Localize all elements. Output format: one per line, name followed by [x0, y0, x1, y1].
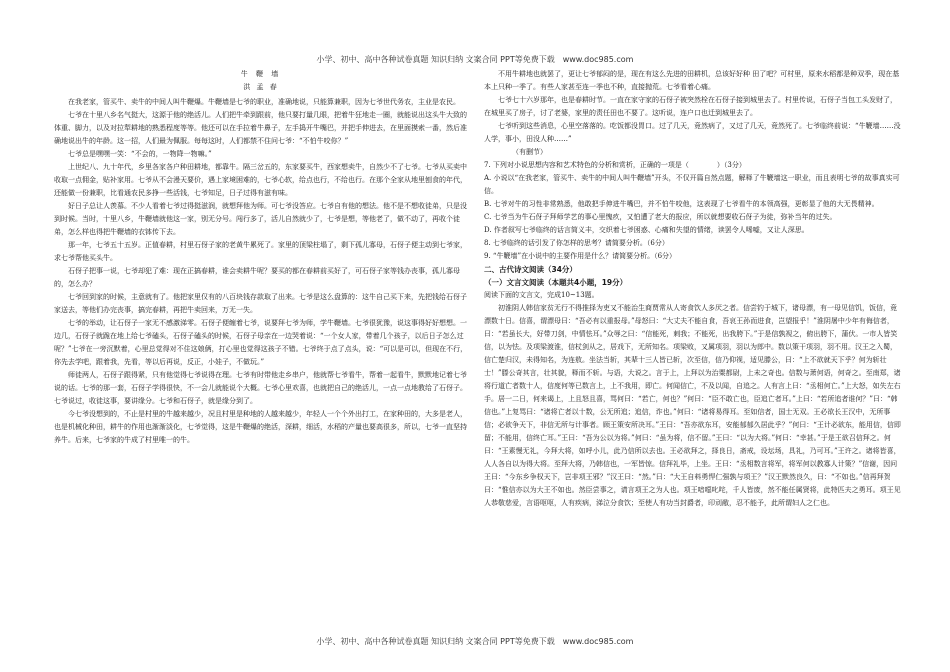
classical-text: 初淮阴人韩信家贫无行不得推择为吏又不能治生商贾常从人寄食饮人多厌之者。信尝钓于城下，诸母漂，有一母见信饥，饭信，竟漂数十日。信喜，谓漂母曰：“吾必有以重报母。”母怒曰：“大丈夫不能自食，吾哀王孙而进食，岂望报乎！”淮阴屠中少年有侮信者，曰：“若虽长大，好带刀剑，中情怯耳。”众辱之曰：“信能死，刺我；不能死，出我胯下。”于是信孰视之，俯出胯下，蒲伏。一市人皆笑信，以为怯。及项梁渡淮，信杖剑从之，居戏下，无所知名。项梁败，又属项羽，羽以为郎中。数以策干项羽，羽不用。汉王之入蜀，信亡楚归汉，未得知名，为连敖。坐法当斩，其辈十三人皆已斩，次至信，信乃仰视，适见滕公，曰：“上不欲就天下乎？何为斩壮士！”滕公奇其言，壮其貌，释而不斩。与语，大说之。言于上，上拜以为治粟都尉，上未之奇也。信数与萧何语，何奇之。至南郑，诸将行道亡者数十人，信度何等已数言上，上不我用，即亡。何闻信亡，不及以闻，自追之。人有言上曰：“丞相何亡。”上大怒，如失左右手。居一二日，何来谒上，上且怒且喜，骂何曰：“若亡，何也？”何曰：“臣不敢亡也，臣追亡者耳。”上曰：“若所追者谁何？”曰：“韩信也。”上复骂曰：“诸将亡者以十数，公无所追；追信，诈也。”何曰：“诸将易得耳。至如信者，国士无双。王必欲长王汉中，无所事信；必欲争天下，非信无所与计事者。顾王策安所决耳。”王曰：“吾亦欲东耳，安能郁郁久居此乎？”何曰：“王计必欲东，能用信，信即留；不能用，信终亡耳。”王曰：“吾为公以为将。”何曰：“虽为将，信不留。”王曰：“以为大将。”何曰：“幸甚。”于是王欲召信拜之。何曰：“王素慢无礼，今拜大将，如呼小儿，此乃信所以去也。王必欲拜之，择良日，斋戒，设坛场，具礼，乃可耳。”王许之。诸将皆喜，人人各自以为得大将。至拜大将，乃韩信也，一军皆惊。信拜礼毕，上坐。王曰：“丞相数言将军，将军何以教寡人计策？”信谢，因问王曰：“今东乡争权天下，岂非项王邪？”汉王曰：“然。”曰：“大王自料勇悍仁强孰与项王？”汉王默然良久，曰：“不如也。”信再拜贺曰：“惟信亦以为大王不如也。然臣尝事之，请言项王之为人也。项王喑噁叱咤，千人皆废，然不能任属贤将，此特匹夫之勇耳。项王见人恭敬慈爱，言语呕呕，人有疾病，涕泣分食饮；至使人有功当封爵者，印刓敝，忍不能予，此所谓妇人之仁也。 — [484, 304, 901, 507]
question-7: 7. 下列对小说思想内容和艺术特色的分析和赏析，正确的一项是（ ）（3分） — [484, 161, 746, 169]
story-paragraph: 七爷听到这些消息，心里空落落的。吃饭都没胃口。过了几天，竟然病了，又过了几天，竟然死了。七爷临终前说：“牛鞭墙……没人学，事小，田没人种……” — [484, 122, 901, 143]
question-7-option-d: D. 作者叙写七爷临终的话言简义丰，交织着七爷困惑、心痛和失望的情绪，读罢令人唏嘘，又让人深思。 — [484, 226, 809, 234]
page-header — [0, 54, 950, 65]
story-paragraph: 好日子总让人羡慕。不少人看着七爷过得挺滋润，就想拜他为师。可七爷没答应。七爷自有他的想法。他不是不想收徒弟，只是没到时候。当时，十里八乡，牛鞭墙就他这一家，别无分号。闯行多了，活儿自然就少了，七爷是想，等他老了，做不动了，再收个徒弟，怎么样也得把牛鞭墙的衣钵传下去。 — [54, 202, 467, 236]
header-url[interactable]: www.doc985.com — [562, 55, 634, 64]
story-paragraph: 七爷在十里八乡名气挺大，这源于他的绝活儿。人们把牛牵到跟前，他只要打量几眼，把着牛狂地走一圈，就能说出这头牛大致的体重、脚力，以及对拉犁耕地的熟悉程度等等。他还可以在手拉着牛鼻子，左手捣开牛嘴巴，并把手伸进去，在里面摸索一番，然后准确地说出牛的年龄。这一招，人们最为佩服。每每这时，人们都禁不住问七爷：“不怕牛咬你？” — [54, 111, 467, 145]
story-paragraph: 不用牛耕地也就罢了，更让七爷郁闷的是，现在有这么先进的田耕机，总该好好种 田了吧？可村里，原来水稻都是种双季，现在基本上只种一季了。有些人家甚至连一季也不种，直接抛荒。七爷看着心痛。 — [484, 70, 900, 91]
deletion-note: （有删节） — [512, 148, 547, 156]
story-paragraph: 七爷总是嘿嘿一笑：“不会的，一物降一物嘛。” — [68, 150, 212, 158]
story-paragraph: 上世纪八、九十年代，乡里各家各户种田耕地，都靠牛。隔三岔五的，东家要买牛，西家想卖牛，自然少不了七爷。七爷从买卖中收取一点佣金，贴补家用。七爷从不会漫天要价，遇上家境困难的，七爷心软，给点也行，不给也行。在那个全家从地里刨食的年代，还能做一份兼职，比看通农民多挣一些活钱，七爷知足，日子过得有滋有味。 — [54, 163, 467, 197]
story-paragraph: 师徒两人，石伢子跟得紧，只有他觉得七爷说得在理。七爷有时带他走乡串户，他就帮七爷看牛，帮着一起看牛，默默地记着七爷说的话。七爷的那一套，石伢子学得很快，不一会儿就能说个大概。七爷心里欢喜，也就把自己的绝活儿，一点一点地教给了石伢子。七爷说过，收徒这事，要讲缘分。七爷和石伢子，就是缘分到了。 — [54, 371, 467, 405]
section-subheading: （一）文言文阅读（本题共4小题，19分） — [484, 278, 628, 287]
question-9: 9. “牛鞭墙”在小说中的主要作用是什么？请简要分析。（6分） — [484, 252, 677, 260]
right-column — [484, 68, 902, 510]
story-paragraph: 七爷回到家的时候，主意就有了。他把家里仅有的八百块钱存款取了出来。七爷是这么盘算的：这牛自己买下来，先把钱给石伢子家送去，等他们办完丧事，搞完春耕，再把牛卖回来，万无一失。 — [54, 293, 467, 314]
story-paragraph: 那一年，七爷五十五岁。正值春耕，村里石伢子家的老黄牛累死了。家里的顶梁柱塌了，剩下孤儿寡母，石伢子便主动到七爷家，求七爷帮他买头牛。 — [54, 241, 467, 262]
story-paragraph: 七爷的举动，让石伢子一家无不感激涕零。石伢子便缠着七爷，说要拜七爷为师，学牛鞭墙。七爷很犹豫，说这事得好好想想。一边几，石伢子就跪在地上给七爷磕头，石伢子磕头的时候，石伢子母亲在一边哭着说：“一个女人家，带着几个孩子，以后日子怎么过呢？”七爷在一旁沉默着，心里总觉得对不住这娘俩，打心里也觉得这孩子不错。七爷终于点了点头，说：“可以是可以，但现在不行，你先去学吧，跟着我，先看，等以后再说，反正，小娃子，不做玩。” — [54, 319, 468, 366]
question-7-option-b: B. 七爷对牛的习性非常熟悉，他敢把手伸进牛嘴巴，并不怕牛咬他，这表现了七爷看牛的本领高强，更彰显了他的大无畏精神。 — [484, 200, 879, 208]
section-instruction: 阅读下面的文言文，完成10~13题。 — [484, 291, 599, 299]
header-text: 小学、初中、高中各种试卷真题 知识归纳 文案合同 PPT等免费下载 — [316, 55, 555, 64]
story-title: 牛 鞭 墙 — [240, 70, 282, 78]
footer-url[interactable]: www.doc985.com — [562, 637, 634, 646]
story-author: 洪 孟 春 — [243, 83, 279, 91]
page-footer — [0, 636, 950, 647]
story-paragraph: 在我老家，管买牛、卖牛的中间人叫牛鞭爆。牛鞭墙是七爷的职业，准确地说，只能算兼职，因为七爷世代务农，主业是农民。 — [68, 98, 460, 106]
story-paragraph: 七爷七十六岁那年，也是春耕时节。一直在家守家的石伢子被突然栓在石伢子接到城里去了。村里传说，石伢子当包工头发财了，在城里买了房子，讨了老婆，家里的责任田也不要了。这听说，连户口也迁到城里去了。 — [484, 96, 897, 117]
story-paragraph: 今七爷没想到的，不止是村里的牛越来越少，况且村里是种地的人越来越少，年轻人一个个外出打工，在家种田的，大多是老人，也是机械化种田，耕牛的作用也渐渐淡化，七爷觉得，这是牛鞭爆的绝活，深耕，细活，水稻的产量也要高很多，所以，七爷一直坚持养牛。后来，七爷家的牛成了村里唯一的牛。 — [54, 410, 467, 444]
footer-text: 小学、初中、高中各种试卷真题 知识归纳 文案合同 PPT等免费下载 — [316, 637, 555, 646]
left-column — [54, 68, 468, 447]
story-paragraph: 石伢子把事一说，七爷却犯了难：现在正搞春耕，谁会卖耕牛呢？要买的都在春耕前买好了，可石伢子家等钱办丧事，孤儿寡母的，怎么办？ — [54, 267, 460, 288]
question-8: 8. 七爷临终的话引发了你怎样的思考？请简要分析。（6分） — [484, 239, 669, 247]
section-heading: 二、古代诗文阅读（34分） — [484, 265, 577, 274]
question-7-option-c: C. 七爷当为牛石伢子拜师学艺的事心里愧疚，又怕遭了老大的报应，所以就想要收石伢子为徒，弥补当年的过失。 — [484, 213, 837, 221]
question-7-option-a: A. 小说以“在我老家，管买牛、卖牛的中间人叫牛鞭墙”开头，不仅开篇自然点题，解释了牛鞭墙这一职业，而且表明七爷的故事真实可信。 — [484, 174, 900, 195]
